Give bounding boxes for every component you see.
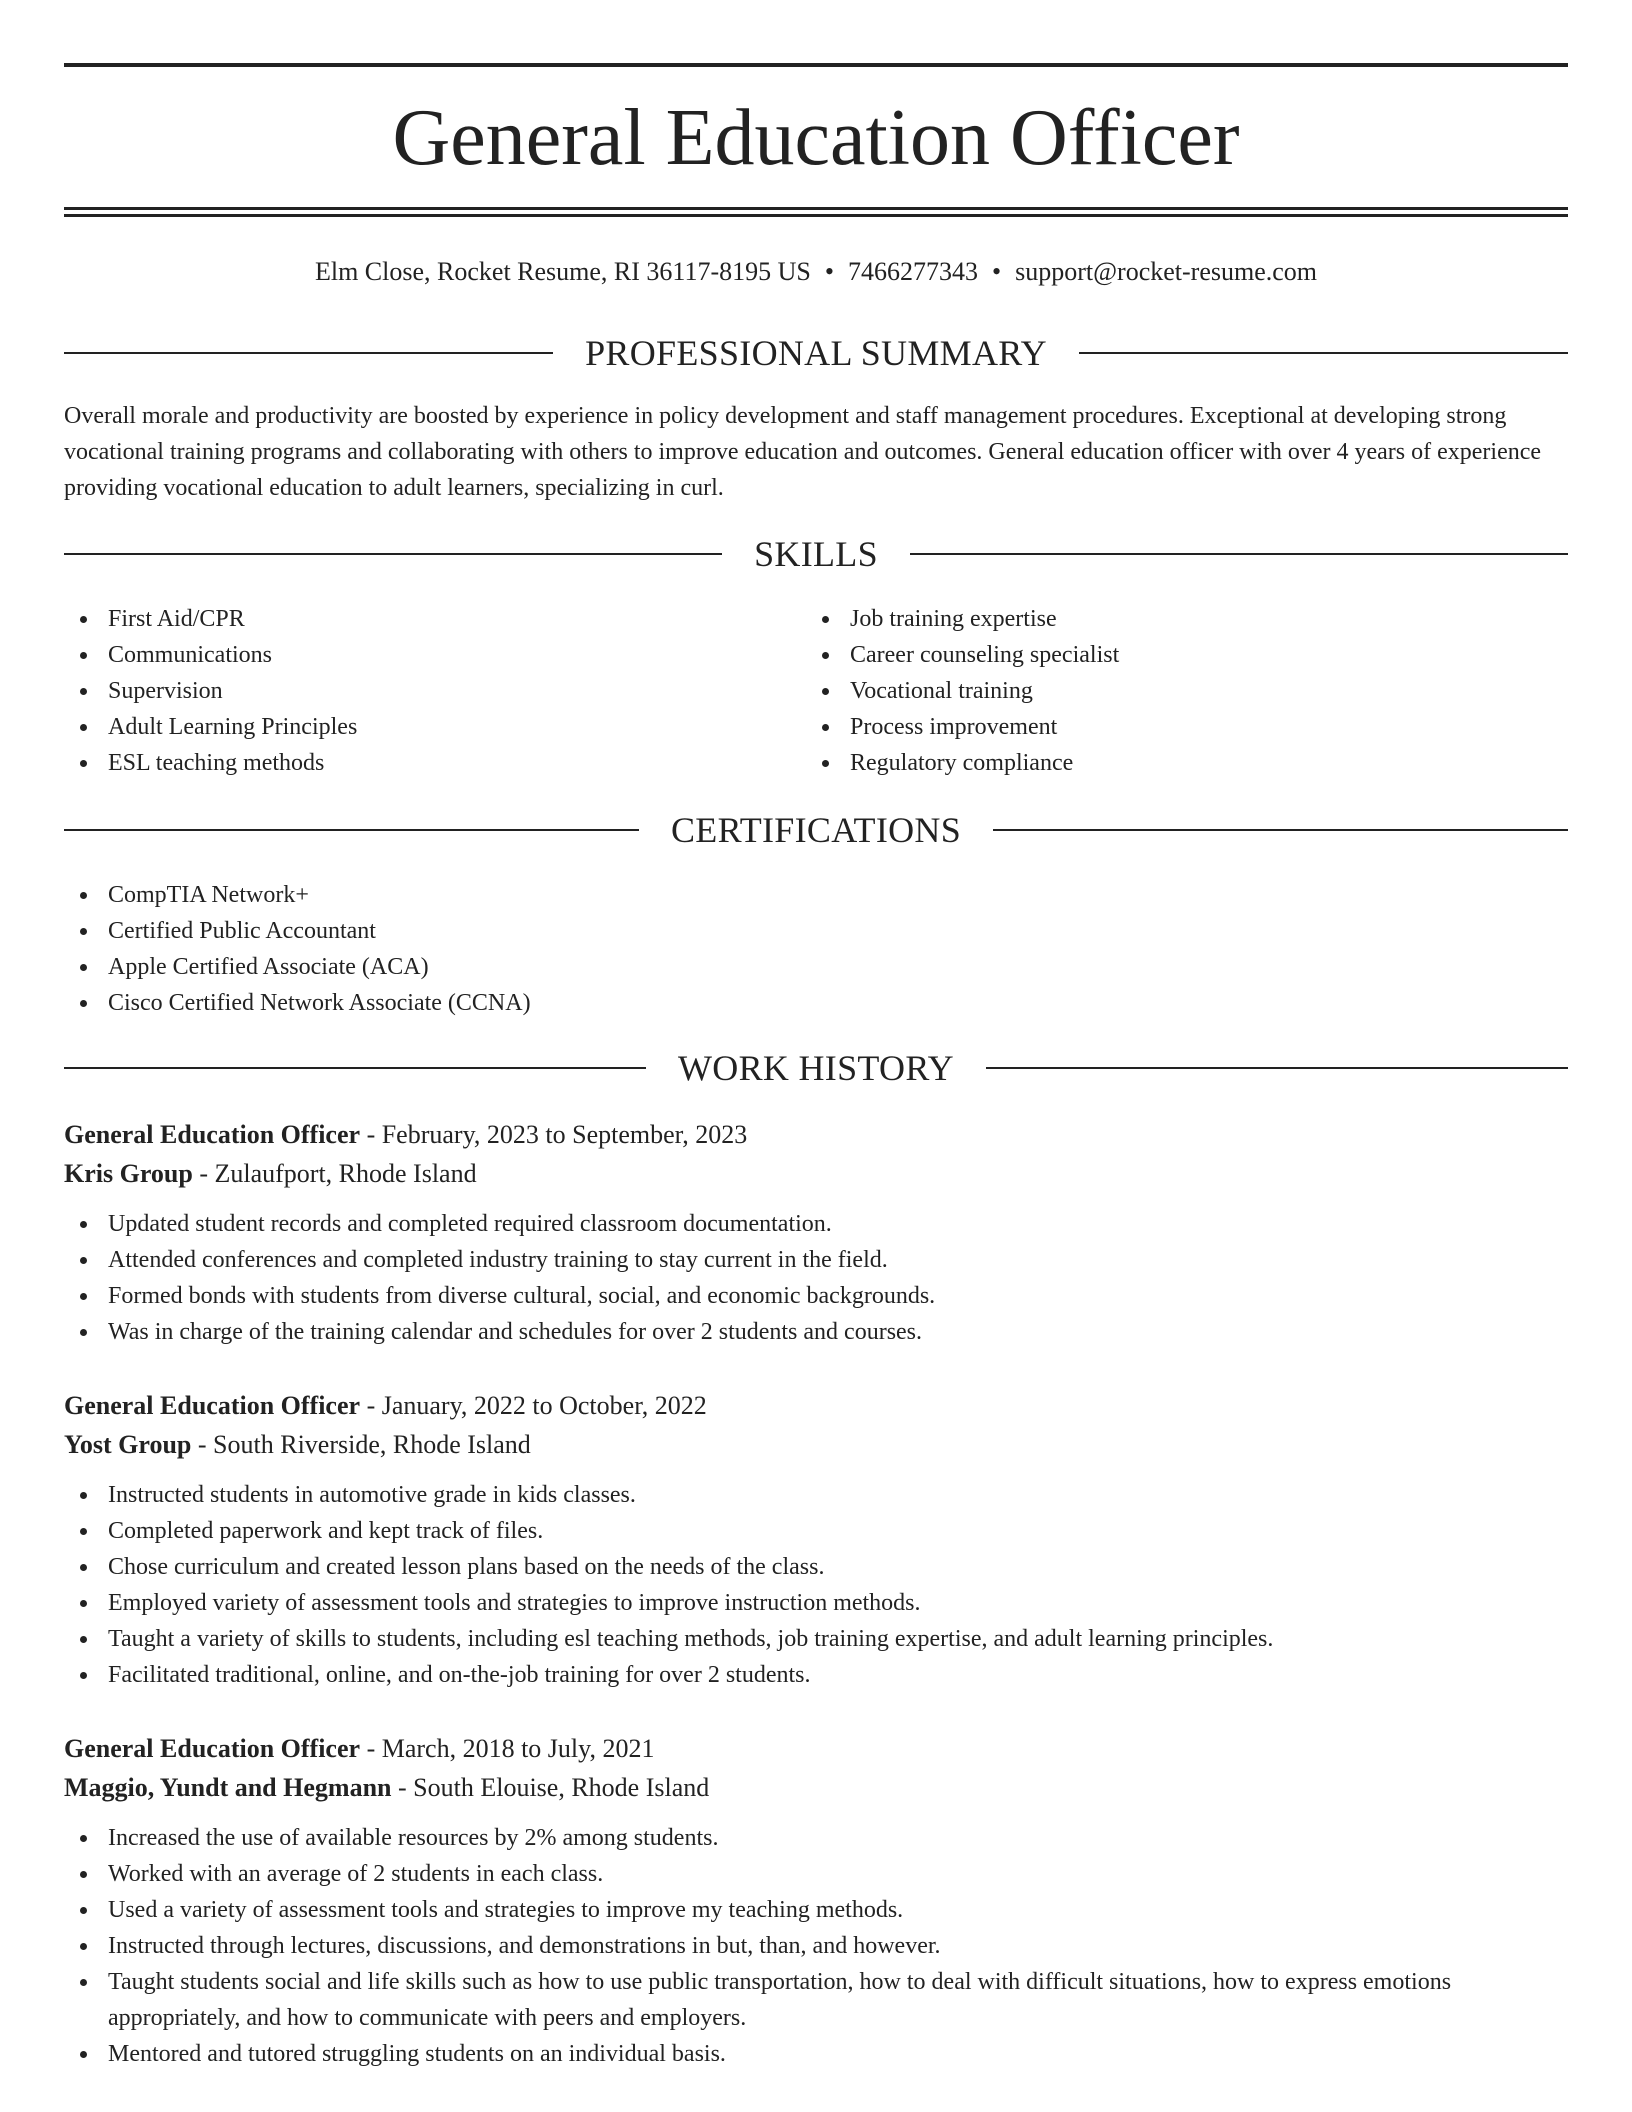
job-bullet: Instructed students in automotive grade in kids classes. [64,1477,1568,1513]
heading-rule-right [910,553,1568,555]
contact-address: Elm Close, Rocket Resume, RI 36117-8195 US [314,257,811,286]
heading-rule-left [64,553,722,555]
certification-item: Apple Certified Associate (ACA) [64,949,1568,985]
job-bullet: Chose curriculum and created lesson plans based on the needs of the class. [64,1549,1568,1585]
certifications-heading [64,806,1568,854]
contact-separator: • [824,257,834,286]
top-rule [64,63,1568,67]
skill-item: Adult Learning Principles [64,709,806,745]
job-title: General Education Officer [64,1734,361,1763]
contact-email: support@rocket-resume.com [1015,257,1318,286]
job-company: Kris Group [64,1159,193,1188]
job-title: General Education Officer [64,1120,361,1149]
job-bullet: Employed variety of assessment tools and strategies to improve instruction methods. [64,1585,1568,1621]
work-history-heading [64,1044,1568,1092]
job-bullets [64,1477,1568,1693]
skill-item: Process improvement [806,709,1548,745]
job-bullet: Increased the use of available resources by 2% among students. [64,1820,1568,1856]
job-bullets [64,1206,1568,1350]
job-dates: - March, 2018 to July, 2021 [360,1734,655,1763]
job-entry [64,1386,1568,1693]
job-dates: - February, 2023 to September, 2023 [360,1120,748,1149]
skill-item: ESL teaching methods [64,745,806,781]
job-location: - Zulaufport, Rhode Island [192,1159,477,1188]
contact-phone: 7466277343 [847,257,978,286]
skill-item: Communications [64,637,806,673]
job-location: - South Riverside, Rhode Island [191,1430,531,1459]
job-company-line [64,1768,1568,1807]
job-bullet: Facilitated traditional, online, and on-the-job training for over 2 students. [64,1657,1568,1693]
job-location: - South Elouise, Rhode Island [391,1773,710,1802]
job-dates: - January, 2022 to October, 2022 [360,1391,707,1420]
skills-columns [64,601,1568,781]
skill-item: Vocational training [806,673,1548,709]
job-company: Yost Group [64,1430,192,1459]
heading-rule-right [1079,352,1568,354]
skills-list-right [806,601,1548,781]
certifications-list [64,877,1568,1021]
job-entry [64,1729,1568,2072]
job-title-line [64,1386,1568,1425]
job-bullet: Instructed through lectures, discussions, and demonstrations in but, than, and however. [64,1928,1568,1964]
job-title-line [64,1115,1568,1154]
skill-item: Regulatory compliance [806,745,1548,781]
job-company: Maggio, Yundt and Hegmann [64,1773,392,1802]
skill-item: Career counseling specialist [806,637,1548,673]
double-rule [64,207,1568,217]
work-history-heading-label: WORK HISTORY [678,1048,954,1088]
job-company-line [64,1154,1568,1193]
skills-heading [64,530,1568,578]
job-bullet: Mentored and tutored struggling students on an individual basis. [64,2036,1568,2072]
certification-item: CompTIA Network+ [64,877,1568,913]
job-title-line [64,1729,1568,1768]
job-bullet: Taught a variety of skills to students, including esl teaching methods, job training expertise, and adult learning principles. [64,1621,1568,1657]
skills-list-left [64,601,806,781]
summary-heading-label: PROFESSIONAL SUMMARY [585,333,1047,373]
job-bullet: Formed bonds with students from diverse cultural, social, and economic backgrounds. [64,1278,1568,1314]
resume-name: General Education Officer [392,94,1240,182]
heading-rule-left [64,829,639,831]
job-title: General Education Officer [64,1391,361,1420]
job-bullet: Worked with an average of 2 students in each class. [64,1856,1568,1892]
job-bullet: Taught students social and life skills such as how to use public transportation, how to deal with difficult situations, how to express emotions appropriately, and how to communicate with peers and employers. [64,1964,1568,2036]
job-bullet: Was in charge of the training calendar and schedules for over 2 students and courses. [64,1314,1568,1350]
contact-line [64,253,1568,291]
certifications-heading-label: CERTIFICATIONS [670,810,962,850]
job-entry [64,1115,1568,1350]
job-bullet: Attended conferences and completed industry training to stay current in the field. [64,1242,1568,1278]
job-bullet: Completed paperwork and kept track of files. [64,1513,1568,1549]
heading-rule-left [64,1067,646,1069]
skill-item: Supervision [64,673,806,709]
heading-rule-right [986,1067,1568,1069]
summary-text: Overall morale and productivity are boosted by experience in policy development and staff management procedures. Exceptional at developing strong vocational training programs and collaborating with others to improve education and outcomes. General education officer with over 4 years of experience providing vocational education to adult learners, specializing in curl. [64,403,1542,501]
heading-rule-right [993,829,1568,831]
job-company-line [64,1425,1568,1464]
job-bullet: Updated student records and completed required classroom documentation. [64,1206,1568,1242]
skill-item: Job training expertise [806,601,1548,637]
heading-rule-left [64,352,553,354]
skill-item: First Aid/CPR [64,601,806,637]
summary-heading [64,329,1568,377]
certification-item: Cisco Certified Network Associate (CCNA) [64,985,1568,1021]
skills-heading-label: SKILLS [754,534,878,574]
contact-separator: • [991,257,1002,286]
job-bullet: Used a variety of assessment tools and strategies to improve my teaching methods. [64,1892,1568,1928]
certification-item: Certified Public Accountant [64,913,1568,949]
job-bullets [64,1820,1568,2072]
